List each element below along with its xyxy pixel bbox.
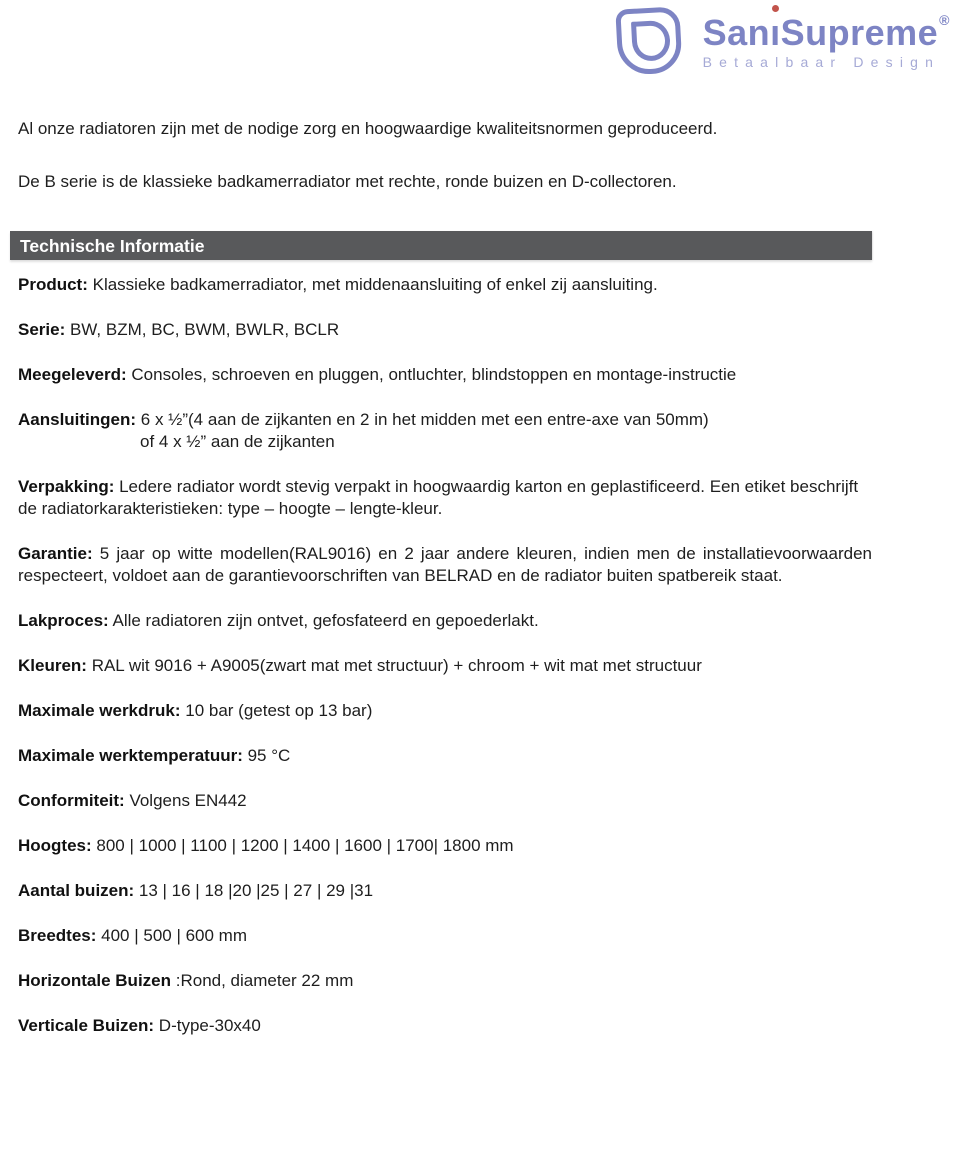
spec-value: 5 jaar op witte modellen(RAL9016) en 2 jaar andere kleuren, indien men de installatievoorwaarden respecteert, voldoet aan de garantievoorschriften van BELRAD en de radiator buiten spatbereik staat. — [18, 544, 872, 585]
spec-row — [18, 745, 872, 767]
spec-value: Klassieke badkamerradiator, met middenaansluiting of enkel zij aansluiting. — [87, 275, 658, 294]
spec-label: Conformiteit: — [18, 791, 125, 810]
spec-label: Maximale werktemperatuur: — [18, 746, 243, 765]
spec-value: 10 bar (getest op 13 bar) — [180, 701, 373, 720]
spec-label: Verpakking: — [18, 477, 115, 496]
spec-row — [18, 925, 872, 947]
brand-tagline: Betaalbaar Design — [702, 53, 941, 70]
spec-label: Garantie: — [18, 544, 93, 563]
spec-value: 13 | 16 | 18 |20 |25 | 27 | 29 |31 — [134, 881, 374, 900]
spec-label: Breedtes: — [18, 926, 97, 945]
spec-value: 800 | 1000 | 1100 | 1200 | 1400 | 1600 | 1700| 1800 mm — [91, 836, 514, 855]
spec-row — [18, 274, 872, 296]
spec-row — [18, 880, 872, 902]
spec-label: Lakproces: — [18, 611, 109, 630]
spec-value: 6 x ½”(4 aan de zijkanten en 2 in het midden met een entre-axe van 50mm) — [136, 410, 709, 429]
spec-row — [18, 364, 872, 386]
droplet-logo-icon — [615, 6, 682, 75]
spec-value: D-type-30x40 — [154, 1016, 261, 1035]
spec-row — [18, 610, 872, 632]
registered-trademark-icon: ® — [939, 11, 950, 28]
spec-label: Verticale Buizen: — [18, 1016, 155, 1035]
spec-value: BW, BZM, BC, BWM, BWLR, BCLR — [65, 320, 340, 339]
spec-row — [18, 790, 872, 812]
intro-paragraph-2: De B serie is de klassieke badkamerradiator met rechte, ronde buizen en D-collectoren. — [18, 172, 677, 191]
spec-value: 95 °C — [242, 746, 291, 765]
spec-label: Maximale werkdruk: — [18, 701, 181, 720]
spec-value: RAL wit 9016 + A9005(zwart mat met structuur) + chroom + wit mat met structuur — [86, 656, 702, 675]
spec-row — [18, 409, 872, 453]
red-dot-icon — [772, 5, 779, 12]
spec-row — [18, 1015, 872, 1037]
spec-row — [18, 835, 872, 857]
spec-label: Product: — [18, 275, 88, 294]
spec-label: Kleuren: — [18, 656, 87, 675]
section-title: Technische Informatie — [20, 236, 205, 256]
spec-row — [18, 700, 872, 722]
spec-row — [18, 655, 872, 677]
spec-value: Ledere radiator wordt stevig verpakt in hoogwaardig karton en geplastificeerd. Een etiket beschrijft de radiatorkarakteristieken: type – hoogte – lengte-kleur. — [18, 477, 859, 518]
spec-label: Serie: — [18, 320, 66, 339]
spec-row — [18, 543, 872, 587]
brand-wordmark-part1: San — [702, 11, 771, 53]
brand-wordmark-i: ı — [770, 12, 781, 53]
spec-value: 400 | 500 | 600 mm — [96, 926, 248, 945]
spec-value: Volgens EN442 — [124, 791, 247, 810]
spec-label: Horizontale Buizen — [18, 971, 172, 990]
spec-label: Aantal buizen: — [18, 881, 135, 900]
intro-paragraph-1: Al onze radiatoren zijn met de nodige zorg en hoogwaardige kwaliteitsnormen geproduceerd. — [18, 119, 718, 138]
spec-label: Meegeleverd: — [18, 365, 127, 384]
spec-row — [18, 476, 872, 520]
spec-row — [18, 319, 872, 341]
brand-logo-text — [703, 13, 950, 70]
spec-value: Consoles, schroeven en pluggen, ontluchter, blindstoppen en montage-instructie — [126, 365, 737, 384]
spec-label: Aansluitingen: — [18, 410, 137, 429]
section-header-bar — [10, 231, 872, 260]
brand-logo — [617, 8, 950, 74]
spec-row — [18, 970, 872, 992]
spec-value: :Rond, diameter 22 mm — [171, 971, 354, 990]
brand-wordmark — [703, 13, 950, 51]
spec-label: Hoogtes: — [18, 836, 92, 855]
spec-value: Alle radiatoren zijn ontvet, gefosfateerd en gepoederlakt. — [108, 611, 539, 630]
brand-wordmark-part2: Supreme — [780, 11, 939, 53]
spec-value-line2: of 4 x ½” aan de zijkanten — [140, 432, 335, 451]
spec-rows — [0, 274, 966, 1037]
